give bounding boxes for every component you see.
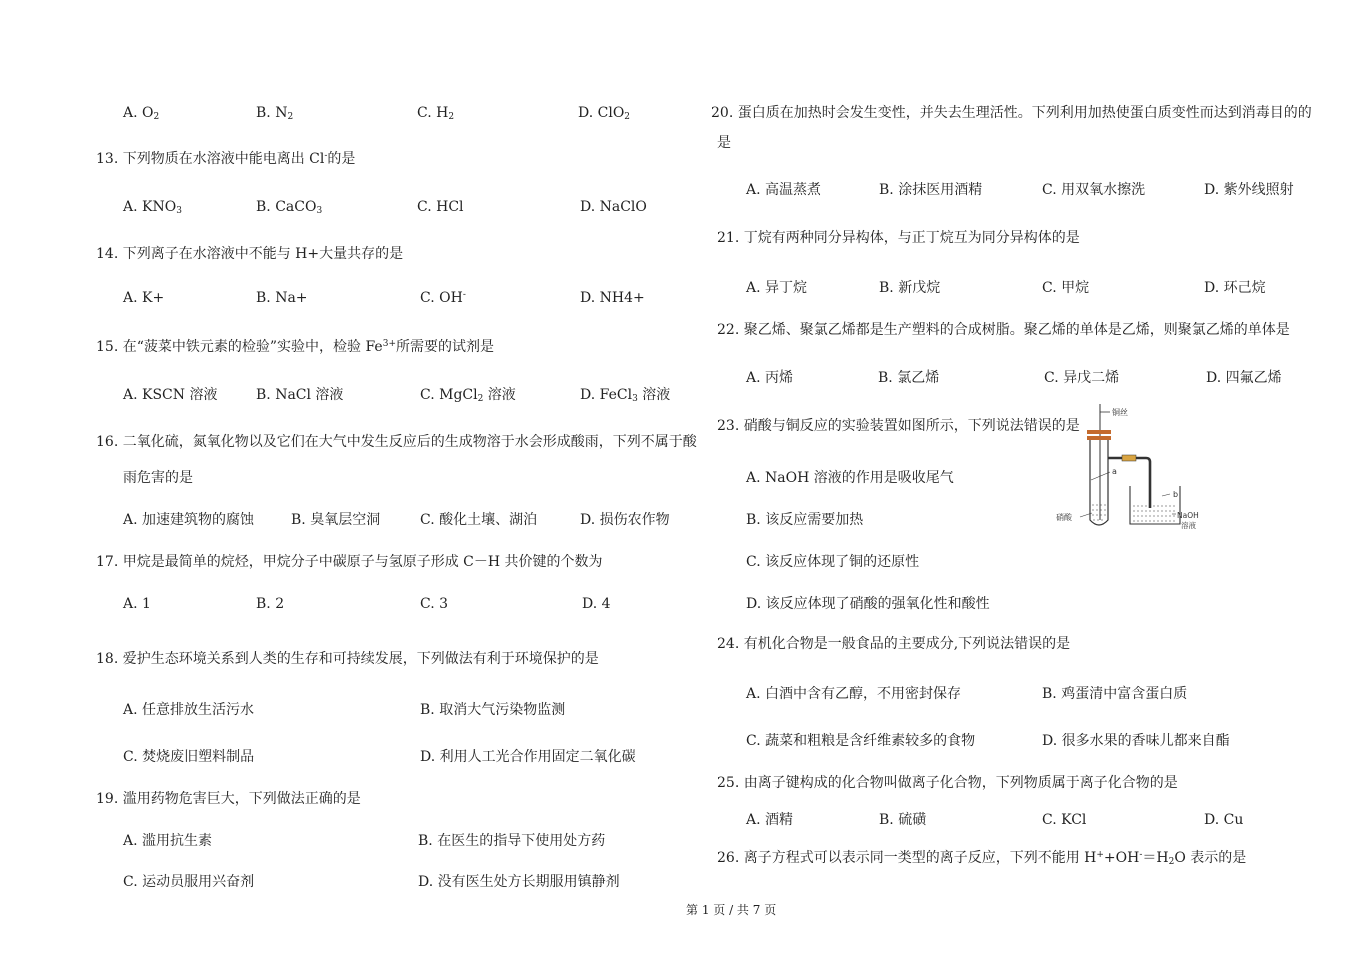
q23-apparatus-figure xyxy=(1050,400,1210,538)
q21-option-b: B. 新戊烷 xyxy=(879,280,941,296)
q18-option-a: A. 任意排放生活污水 xyxy=(123,702,255,718)
q20-option-c: C. 用双氧水擦洗 xyxy=(1042,182,1146,198)
q20-option-d: D. 紫外线照射 xyxy=(1204,182,1294,198)
q23-stem: 23. 硝酸与铜反应的实验装置如图所示，下列说法错误的是 xyxy=(717,418,1080,434)
stopper-bottom xyxy=(1087,436,1111,440)
q16-option-c: C. 酸化土壤、湖泊 xyxy=(420,512,538,528)
naoh-label-line1: NaOH xyxy=(1177,511,1199,520)
copper-wire-label: 铜丝 xyxy=(1112,408,1128,417)
nitric-acid-liquid xyxy=(1092,505,1106,520)
q16-stem-line1: 16. 二氧化硫，氮氧化物以及它们在大气中发生反应后的生成物溶于水会形成酸雨，下列不属于酸 xyxy=(96,434,697,450)
q17-option-b: B. 2 xyxy=(256,596,285,612)
q15-stem: 15. 在“菠菜中铁元素的检验”实验中，检验 $Fe^{3+}$所需要的试剂是 xyxy=(96,339,494,355)
q12-option-c: C. $H_2$ xyxy=(417,105,455,122)
label-b-leader xyxy=(1162,494,1170,496)
q20-option-b: B. 涂抹医用酒精 xyxy=(879,182,983,198)
q22-option-d: D. 四氟乙烯 xyxy=(1206,370,1282,386)
q18-stem: 18. 爱护生态环境关系到人类的生存和可持续发展，下列做法有利于环境保护的是 xyxy=(96,651,599,667)
q17-stem: 17. 甲烷是最简单的烷烃，甲烷分子中碳原子与氢原子形成 C－H 共价键的个数为 xyxy=(96,554,603,570)
q15-option-c: C. MgCl$_2$ 溶液 xyxy=(420,387,516,404)
q20-stem-line2: 是 xyxy=(717,135,731,151)
q18-option-b: B. 取消大气污染物监测 xyxy=(420,702,566,718)
q18-option-d: D. 利用人工光合作用固定二氧化碳 xyxy=(420,749,636,765)
q22-option-b: B. 氯乙烯 xyxy=(878,370,940,386)
q24-stem: 24. 有机化合物是一般食品的主要成分,下列说法错误的是 xyxy=(717,636,1071,652)
delivery-tube xyxy=(1108,458,1150,508)
q21-option-d: D. 环己烷 xyxy=(1204,280,1266,296)
q13-option-b: B. CaCO$_3$ xyxy=(256,199,323,216)
q22-stem: 22. 聚乙烯、聚氯乙烯都是生产塑料的合成树脂。聚乙烯的单体是乙烯，则聚氯乙烯的单体是 xyxy=(717,322,1290,338)
q14-option-a: A. K+ xyxy=(123,290,165,306)
q24-option-c: C. 蔬菜和粗粮是含纤维素较多的食物 xyxy=(746,733,976,749)
q18-option-c: C. 焚烧废旧塑料制品 xyxy=(123,749,255,765)
q17-option-d: D. 4 xyxy=(582,596,611,612)
q21-stem: 21. 丁烷有两种同分异构体，与正丁烷互为同分异构体的是 xyxy=(717,230,1080,246)
stopper-top xyxy=(1087,430,1111,434)
q15-option-d: D. FeCl$_3$ 溶液 xyxy=(580,387,671,404)
q21-option-a: A. 异丁烷 xyxy=(746,280,808,296)
page-number-footer: 第 1 页 / 共 7 页 xyxy=(686,903,777,917)
q12-option-d: D. ClO$_2$ xyxy=(578,105,631,122)
q25-option-a: A. 酒精 xyxy=(746,812,794,828)
q14-stem: 14. 下列离子在水溶液中不能与 H+大量共存的是 xyxy=(96,246,404,262)
q14-option-b: B. Na+ xyxy=(256,290,308,306)
q23-option-b: B. 该反应需要加热 xyxy=(746,512,864,528)
q22-option-c: C. 异戊二烯 xyxy=(1044,370,1120,386)
rubber-joint xyxy=(1122,455,1136,461)
q23-option-a: A. NaOH 溶液的作用是吸收尾气 xyxy=(746,470,954,486)
q19-stem: 19. 滥用药物危害巨大，下列做法正确的是 xyxy=(96,791,361,807)
q12-option-a: A. $O_2$ xyxy=(123,105,160,122)
q24-option-b: B. 鸡蛋清中富含蛋白质 xyxy=(1042,686,1188,702)
q15-option-a: A. KSCN 溶液 xyxy=(123,387,218,403)
q14-option-c: C. OH- xyxy=(420,290,466,306)
naoh-solution-liquid xyxy=(1133,506,1177,521)
q17-option-a: A. 1 xyxy=(123,596,151,612)
q19-option-a: A. 滥用抗生素 xyxy=(123,833,213,849)
q16-option-d: D. 损伤农作物 xyxy=(580,512,670,528)
q20-option-a: A. 高温蒸煮 xyxy=(746,182,822,198)
q21-option-c: C. 甲烷 xyxy=(1042,280,1090,296)
q19-option-c: C. 运动员服用兴奋剂 xyxy=(123,874,255,890)
naoh-label-line2: 溶液 xyxy=(1181,521,1196,530)
nitric-acid-label: 硝酸 xyxy=(1056,513,1072,522)
q12-option-b: B. $N_2$ xyxy=(256,105,294,122)
q15-option-b: B. NaCl 溶液 xyxy=(256,387,344,403)
q22-option-a: A. 丙烯 xyxy=(746,370,794,386)
q25-stem: 25. 由离子键构成的化合物叫做离子化合物，下列物质属于离子化合物的是 xyxy=(717,775,1178,791)
q25-option-d: D. Cu xyxy=(1204,812,1244,828)
q24-option-d: D. 很多水果的香味儿都来自酯 xyxy=(1042,733,1230,749)
label-a: a xyxy=(1112,467,1117,476)
q25-option-c: C. KCl xyxy=(1042,812,1087,828)
q17-option-c: C. 3 xyxy=(420,596,449,612)
q16-stem-line2: 雨危害的是 xyxy=(123,470,193,486)
q13-option-a: A. $KNO_3$ xyxy=(123,199,182,216)
q13-stem: 13. 下列物质在水溶液中能电离出 Cl-的是 xyxy=(96,151,356,167)
q16-option-a: A. 加速建筑物的腐蚀 xyxy=(123,512,255,528)
q26-stem: 26. 离子方程式可以表示同一类型的离子反应，下列不能用 $H^++OH^-=H_2O$ 表示的是 xyxy=(717,850,1247,867)
label-b: b xyxy=(1173,490,1179,499)
q25-option-b: B. 硫磺 xyxy=(879,812,927,828)
q19-option-d: D. 没有医生处方长期服用镇静剂 xyxy=(418,874,620,890)
q16-option-b: B. 臭氧层空洞 xyxy=(291,512,381,528)
q13-option-d: D. NaClO xyxy=(580,199,647,215)
q24-option-a: A. 白酒中含有乙醇，不用密封保存 xyxy=(746,686,962,702)
q13-option-c: C. HCl xyxy=(417,199,464,215)
q20-stem-line1: 20. 蛋白质在加热时会发生变性，并失去生理活性。下列利用加热使蛋白质变性而达到消毒目的的 xyxy=(711,105,1312,121)
q14-option-d: D. NH4+ xyxy=(580,290,645,306)
q23-option-c: C. 该反应体现了铜的还原性 xyxy=(746,554,920,570)
q19-option-b: B. 在医生的指导下使用处方药 xyxy=(418,833,606,849)
q23-option-d: D. 该反应体现了硝酸的强氧化性和酸性 xyxy=(746,596,990,612)
test-tube xyxy=(1090,440,1108,525)
